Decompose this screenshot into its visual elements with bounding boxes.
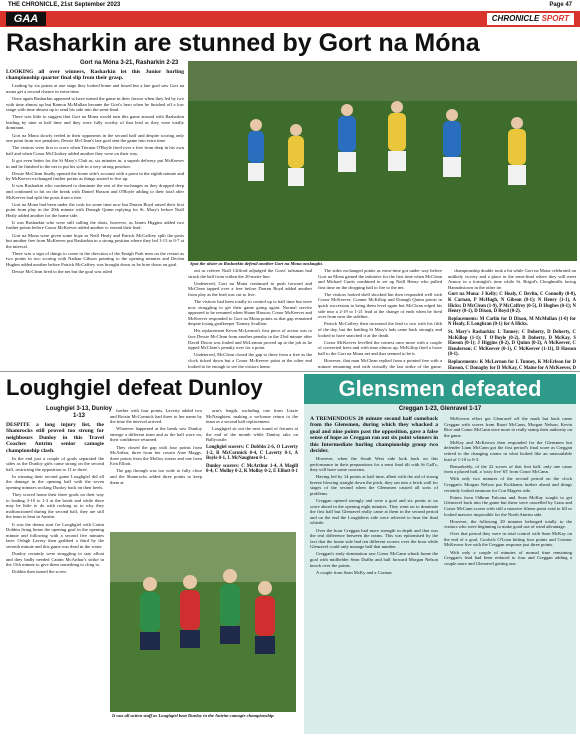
story2-column-3 <box>206 408 298 528</box>
paragraph: Loughgiel sit out the next round of fixtures at the end of the month while Dunloy take on Ballycastle. <box>206 426 298 443</box>
paragraph: Undeterred, Gort na Mona continued to push forward and McClean tapped over a free before Darren Boyd added another from play as the lead was cut to five. <box>188 280 312 297</box>
story2-score-line2: 1-13 <box>73 413 86 419</box>
story1-photo <box>188 61 577 261</box>
paragraph: It was Rasharkin who continued to dominate the rest of the exchanges as they dropped deep and continued to hit on the break with Daniel Hasson and O'Boyle adding to their total after McKeever had split the posts from a free. <box>6 183 184 200</box>
paper-date: THE CHRONICLE, 21st September 2023 <box>8 2 121 8</box>
paragraph: Leading by six points at one stage they looked home and hosed but a late goal saw Gort na mona get a second chance in extra-time. <box>6 83 184 94</box>
paragraph: further with four points, Laverty added two and Roisin McCormick had three to her name by the time the interval arrived. <box>110 408 202 425</box>
paragraph: arm's length, including one from Lizzie McNaughten, making a welcome return to the team as a second half replacement. <box>206 408 298 425</box>
chronicle-sport-logo <box>487 13 574 25</box>
story3-headline: Glensmen defeated <box>304 374 576 404</box>
paragraph: The visitors were first to score when Tiernan O'Boyle fired over a free from deep in his own half and when Conor McCloskey added another they were on their way. <box>6 145 184 156</box>
story1-column-2 <box>188 268 312 370</box>
story1-headline: Rasharkin are stunned by Gort na Móna <box>6 29 480 57</box>
paragraph: Whatever happened at the break saw Dunloy emerge a different team and as the half wore on, their confidence returned. <box>110 426 202 443</box>
paragraph: With only two minutes of the second period on the clock Creggan's Morgan Nelson put Kickhams further ahead and things certainly looked ominous for Con Magees side. <box>444 476 572 493</box>
paragraph: Having led by 14 points at half time, albeit with the aid of strong breeze blowing straight down the pitch, they ran into a brick wall for stages of the second when the Glensmen caused all sorts of problems. <box>310 474 438 496</box>
camogie-match-photo <box>110 532 296 712</box>
paragraph: out as referee Niall Clifford adjudged the Gorts' talisman had struck the ball from within the 20-metre line. <box>188 268 312 279</box>
paragraph: Dessie McClean fired to the net but the goal was ruled <box>12 269 113 275</box>
story3-score: Creggan 1-23, Glenravel 1-17 <box>398 406 482 412</box>
paragraph: Dessie McClean finally opened the home side's account with a point in the eighth minute and by McKeever exchanged further points as things started to live up. <box>6 170 184 182</box>
paragraph: A couple from Sean McKy and a Cormac <box>316 569 393 575</box>
story2-caption: It was all action stuff as Loughgiel beat Dunloy in the Antrim camogie championship. <box>112 713 275 718</box>
paragraph: Dobbin then turned the screw <box>12 569 67 575</box>
paragraph: Dunloy certainly were struggling to stay afloat and they badly needed Cainin McArthur's strike in the 15th minute to give them something to cling to. <box>6 551 104 568</box>
paragraph: Undeterred, McClean closed the gap to three from a free as the clock ticked down but a Conor McKeever point at the other end looked to be enough to see the visitors home. <box>188 352 312 369</box>
paragraph: They scored home their three goals on their way to leading 3-10 to 1-2 at the break and while there may be little to do with rocking as to why they malfunctioned during the second half, they are still the team to beat in Antrim. <box>6 492 104 520</box>
story1-column-1 <box>6 69 184 369</box>
paragraph: Gort na Mona: J Kelly; C Healy, C Devlin, C Connolly (0-0), K Carnan, P McHugh, N Gibson (0-1); N Henry (1-1), A Hicks; D McClean (1-9), P McCaffrey (0-5), D Hughes (0-1); N Henry (0-1), D Dixon, D Boyd (0-2). <box>448 292 576 315</box>
paragraph: Gort na Mona slowly reeled in their opponents in the second half and despite scoring only one point from two penalties, Dessie McClean's late goal sent the game into extra time. <box>6 132 184 144</box>
paragraph: However, that man McClean replied from a pointed free with a minute remaining and with virtually the last strike of the game, <box>318 357 442 369</box>
paragraph: A TREMENDOUS 20 minute second half comeback from the Glensmen, during which they whacked a goal and nine points past the opposition, gave a false sense of hope as Creggan ran out six point winners in this Intermediate hurling championship group two decider. <box>310 416 438 455</box>
story2-headline: Loughgiel defeat Dunloy <box>6 375 263 400</box>
paragraph: However, when the South West side look back on this performance in their preparations for a semi final tilt with St Gall's, they will have some concerns. <box>310 455 438 473</box>
paragraph: St. Mary's Rasharkin: L Tunney; C Doherty, D Doherty, C McKillop (1-1); T O'Boyle (0-2), B Doherty, D McKay, S Hasson (0-1); J Higgins (0-2), D Quinn (0-2), A McKeever, C Henderson; C McKeever (0-1), C McKeever (1-11), D Hasson (0-1). <box>448 329 576 358</box>
paragraph: In winning their second game Loughgiel did all the damage in the opening half with the seven opening minutes rocking Dunloy back on their heels. <box>6 473 104 490</box>
paragraph: championship double took a hit while Gort na Mona celebrated an unlikely victory and a place in the semi-final where they will meet Armoy in a fortnight's time while St. Brigid's Cloughmills facing Hannahstown in the other tie. <box>448 268 576 290</box>
paragraph: Over the hour Creggan had more strength in depth and that was the real difference between the teams. This was epitomised by the fact that the home side had ten different scorers over the hour while Glenravel could only manage half that number. <box>310 527 438 550</box>
paragraph: Gort na Mona had been under the cosh for some time now but Darren Boyd raised their first point from play in the 20th minute with Donagh Quinn replying for St. Mary's before Niall Healy added another for the home side. <box>6 201 184 218</box>
sport-word: SPORT <box>541 14 569 23</box>
story2-column-1 <box>6 422 104 734</box>
paragraph: Dunloy scorers: C McArthur 1-4, A Magill 0-4, C Molloy 0-2, K Molloy 0-2, E Elliott 0-1 <box>206 463 298 475</box>
story1-score: Gort na Móna 3-21, Rasharkin 2-23 <box>80 60 179 66</box>
story2-score <box>46 406 112 420</box>
paragraph: It got even better for the St Mary's Club as, six minutes in, a superb delivery put McKeever in and he finished to the net to put his side in a very strong position. <box>6 157 184 169</box>
paragraph: McKeown effort got Glenravel off the mark but back came Creggan with scores from Ruari McCann, Morgan Nelson, Kevin Rice and Conor McCann once more to really stamp their authority on the game. <box>444 416 572 438</box>
section-bar <box>0 11 580 27</box>
paragraph: However, the following 20 minutes belonged totally to the visitors who were beginning to make good use of wind advantage. <box>444 518 572 530</box>
paragraph: Replacements: K McLernon for L Tunney, K McErlean for D Hasson, C Donaghy for D McKay, C Maine for A McKeever, D <box>448 359 576 370</box>
paragraph: The visitors had been totally in control up to half time but were now struggling to get their game going again. Normal service appeared to be resumed when Shane Hasson, Conor McKeever and McKeever responded to Gort na Mona points as that gap remained despite losing goalkeeper Tiarney Scullion. <box>188 298 312 327</box>
gaa-logo: GAA <box>6 12 46 26</box>
paragraph: His replacement Kevin McLernon's first piece of action was to face Dessie McClean from another penalty in the 23rd minute after David Dixon was fouled and McLernon proved up to the job as he tipped McClean's penalty over for a point. <box>188 328 312 351</box>
paragraph: Once again Rasharkin appeared to have turned the game in their favour when they led by two with time almost up but Ramon McMullan became the Gort's hero when he finished off a low range with time almost up to send his side into the semi-final. <box>6 96 184 113</box>
hurling-match-photo <box>188 61 577 261</box>
paragraph: LOOKING all over winners, Rasharkin let this Junior hurling championship quarter final slip from their grasp. <box>6 69 184 82</box>
paragraph: Replacements: M Carlin for D Dixon, M McMullan (1-0) for N Healy, E Loughran (0-1) for A Hicks. <box>448 316 576 328</box>
paragraph: It was Rasharkin who were still calling the shots, however, as James Higgins added two further points before Conor McKeever added another to extend their lead. <box>6 219 184 231</box>
story2-column-2 <box>110 408 202 528</box>
paragraph: The visitors looked shell shocked but then responded well with Conor McKeever, Conner McKillop and Donagh Quinn points in quick succession to bring them level again but McClean edged his side into a 2-19 to 1-21 lead at the change of ends when he fired over from near the sideline. <box>318 291 442 320</box>
paragraph: Conor McKeever levelled the contest once more with a couple of converted frees and with time almost up, McKillop fired a loose ball to the Gort na Mona net and that seemed to be it. <box>318 339 442 356</box>
story1-caption: Spot the ulster as Rasharkin defend another Gort na Mona onslaught. <box>190 261 323 266</box>
story1-column-3 <box>318 268 442 370</box>
story-divider <box>0 371 580 372</box>
paragraph: McKay and McKeown then responded for the Glensmen but defender Liam McCann got the first period's final score as Creggan retired to the changing rooms in what looked like an unassailable lead of 1-10 to 0-3. <box>444 439 572 462</box>
story3-column-1 <box>310 416 438 732</box>
paragraph: The gap through was too wide to fully close and the Shamrocks added three points to keep them at <box>110 468 202 485</box>
paragraph: In the end just a couple of goals separated the sides as the Dunloy girls came strong on the second half, restricting the opposition to 11 to three. <box>6 455 104 472</box>
story2-photo <box>110 532 296 712</box>
paragraph: Over that period they were in total control with Sean McKay on the end of a goal, Coolcifs O'Loan hitting four points and Cormac McKeown five with the Creggan response just three points. <box>444 531 572 548</box>
paragraph: Gort na Mona were given some hope as Neill Healy and Patrick McCaffrey split the posts but another free from McKeever put Rasharkin in a strong position where they led 1-13 to 0-7 at the interval. <box>6 232 184 249</box>
paragraph: With only a couple of minutes of normal time remaining Creggan's lead had been reduced to four and Creggan adding a couple more and Glenravel getting one. <box>444 549 572 566</box>
story1-column-4 <box>448 268 576 370</box>
page-header <box>0 0 580 10</box>
chronicle-word: CHRONICLE <box>491 14 540 23</box>
paragraph: Patrick McCaffrey then increased the lead to two with his fifth of the day, but the battling St Mary's lads came back strongly and looked to have snatched it at the death. <box>318 321 442 338</box>
paragraph: Loughgiel scorers: C Dobbin 2-6, O Laverty 1-2, R McCormick 0-4, C Laverty 0-1, A Boyle 0-1, L McNaughten 0-1. <box>206 445 298 462</box>
paragraph: DESPITE a long injury list, the Shamrocks still proved too strong for neighbours Dunloy in this Travel Coaches Antrim senior camogie championship clash. <box>6 422 104 454</box>
paragraph: Creggan's early domination saw Conor McCann whack home the goal with midfielder Sean Duffin and half forward Morgan Nelson knock over the points. <box>310 551 438 568</box>
page-number: Page 47 <box>549 2 572 8</box>
story2-score-line1: Loughgiel 3-13, Dunloy <box>46 406 113 412</box>
paragraph: Points from Odhran Falcona and Sean McKay sought to get Glenravel back into the game but these were cancelled by Liam and Conor McCann scores with still a massive fifteen point void to fill or looked massive impossible for the North Antrim side. <box>444 494 572 517</box>
paragraph: The sides exchanged points as extra-time got under way before Gort na Mona gained the initiative for the first time when McClean and Michael Curtis combined to set up Neill Henry who pulled first time on the dropping ball to fire to the net. <box>318 268 442 290</box>
paragraph: Creggan opened strongly and were a goal and six points to no score ahead in the opening eight minutes. They went on to dominate the first half but Glenravel really came at them in the second period and on the end the Loughdiers side were relieved to hear the final whistle. <box>310 498 438 526</box>
paragraph: It was the dream start for Loughgiel with Catrin Dobbin firing home the opening goal in the opening minute and following with a second five minutes later. Orlagh Lavery then grabbed a third by the seventh minute and this game was dead in the water. <box>6 521 104 549</box>
paragraph: There was a sign of things to come in the direction of the Emigh Park men on the restart as two points in two scoring with Nathan Gibson pointing to the opening minutes and Declan Hughes added another before Patrick McCaffrey was brought down as he bore down on goal. <box>6 250 184 268</box>
paragraph: They closed the gap with four points from McArthur, three from her cousin Aine Maggs, three points from the Molloy sisters and one from Erin Elliott. <box>110 444 202 467</box>
paragraph: There was little to suggest that Gort na Mona would turn this game around with Rasharkin leading by nine at half time and they were fully worthy of that lead as they were totally dominant. <box>6 114 184 131</box>
story3-column-2 <box>444 416 572 732</box>
paragraph: Remarkably, of the 22 scores of that first half, only one came from a placed ball, a 'sixty five' 65' from Conor McCann. <box>444 463 572 475</box>
